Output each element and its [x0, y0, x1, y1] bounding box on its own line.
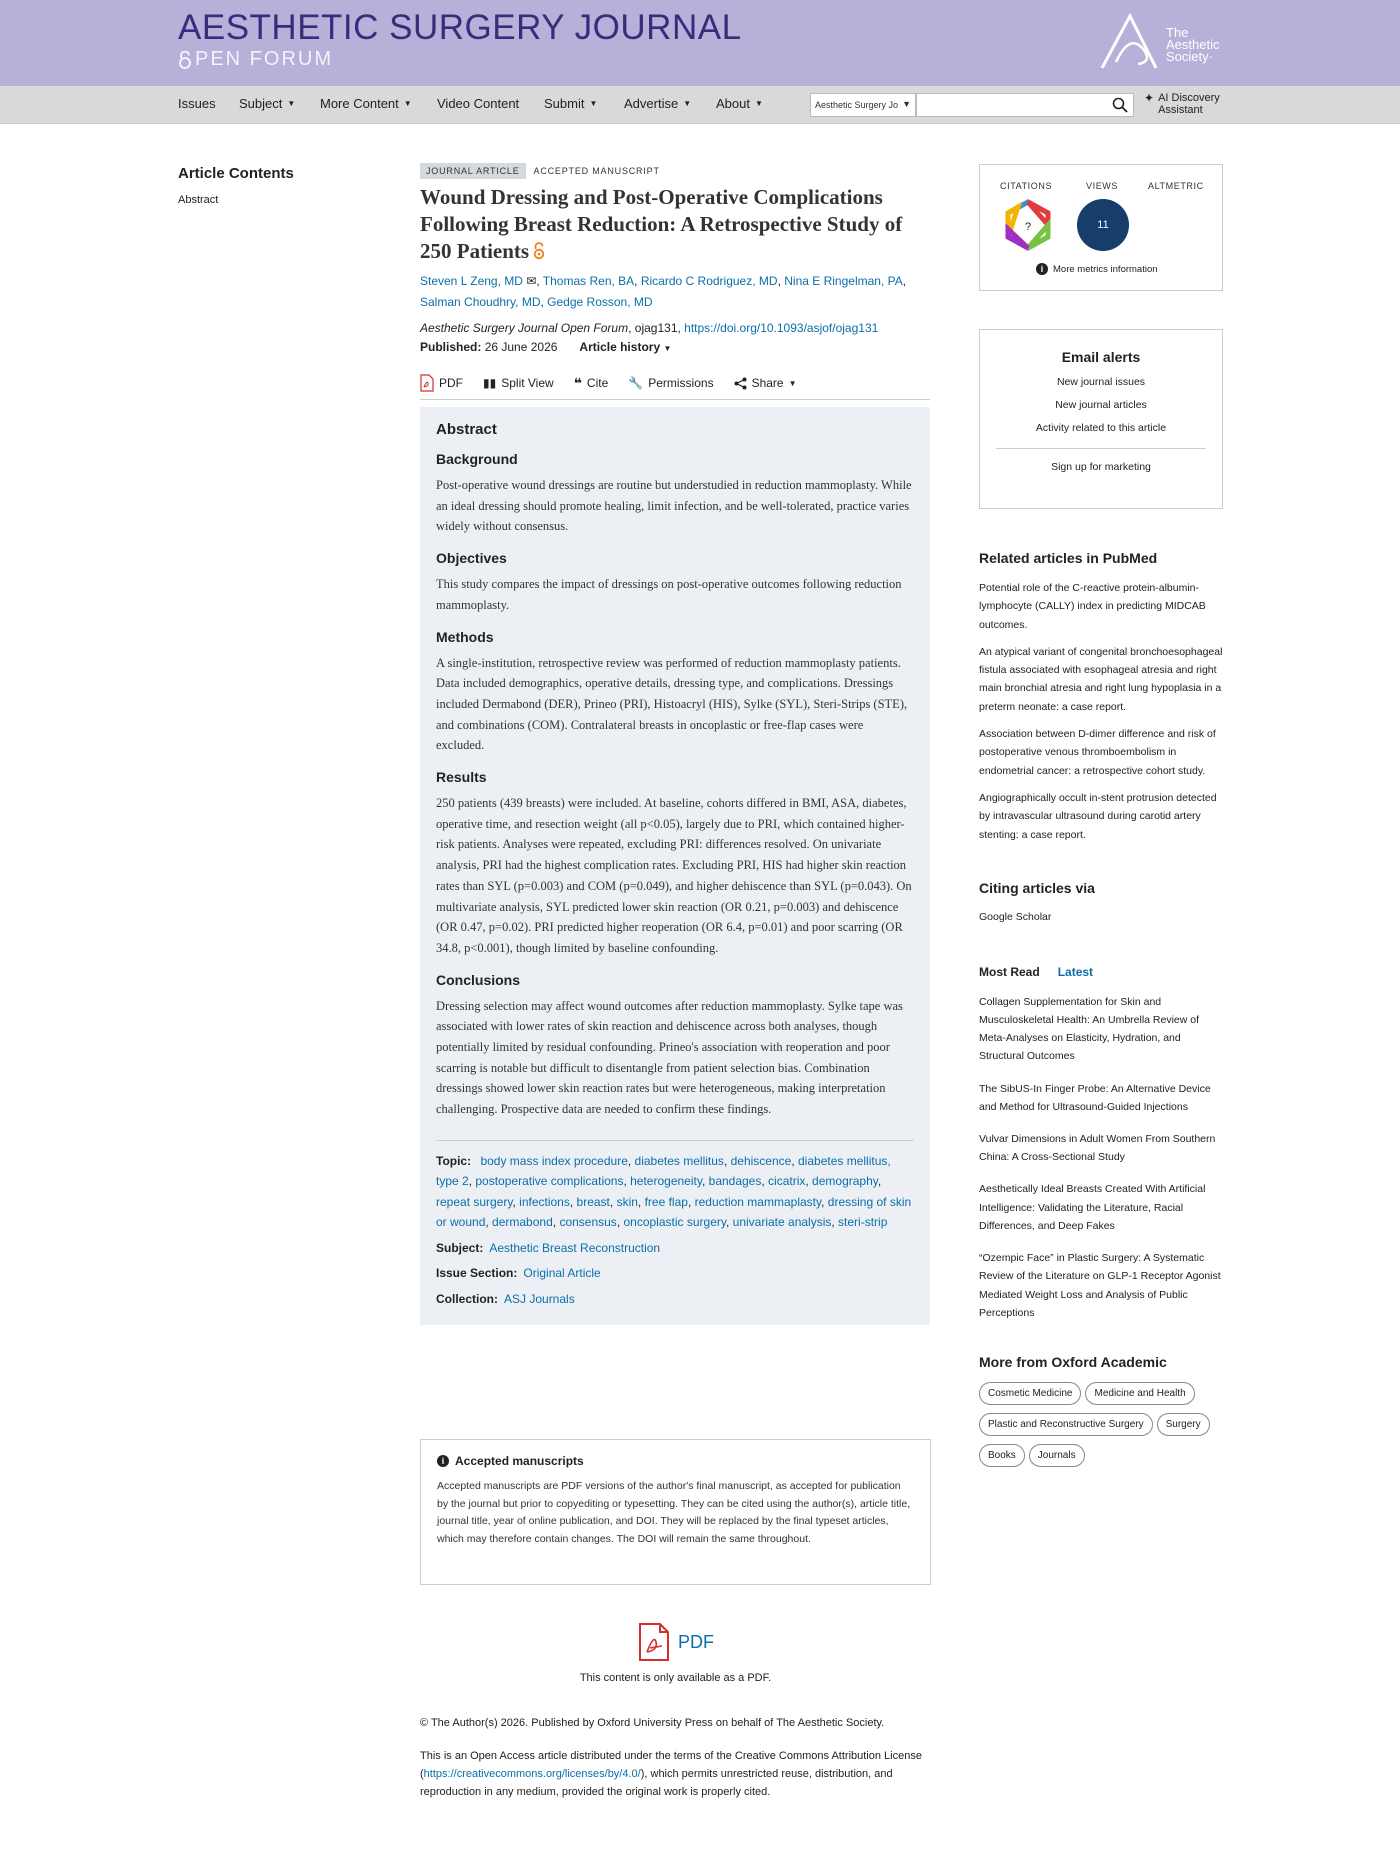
topic-link[interactable]: breast: [576, 1194, 610, 1209]
oxford-chips: [979, 1382, 1223, 1467]
abstract-subheading: Methods: [436, 628, 494, 645]
ai-label-line-1: AI Discovery: [1158, 92, 1220, 104]
chip-link[interactable]: Cosmetic Medicine: [979, 1382, 1081, 1405]
topic-link[interactable]: demography: [812, 1174, 878, 1189]
most-read-item[interactable]: The SibUS-In Finger Probe: An Alternative Device and Method for Ultrasound-Guided Injections: [979, 1082, 1211, 1113]
published-label: Published:: [420, 340, 482, 354]
metrics-widget: [979, 164, 1223, 291]
citations-label: CITATIONS: [1000, 181, 1053, 191]
abstract-section: [420, 407, 930, 1325]
cite-button[interactable]: [574, 375, 609, 392]
abstract-subheading: Objectives: [436, 550, 507, 567]
most-read-section: [979, 965, 1223, 1322]
published-date: 26 June 2026: [484, 340, 558, 354]
society-line-1: The: [1166, 25, 1189, 40]
most-read-item[interactable]: Collagen Supplementation for Skin and Musculoskeletal Health: An Umbrella Review of Meta-Analyses on Elasticity, Hydration, and Structural Outcomes: [979, 995, 1200, 1063]
license-text-after: ), which permits unrestricted reuse, distribution, and reproduction in any medium, provided the original work is properly cited.: [420, 1768, 893, 1798]
related-item[interactable]: An atypical variant of congenital bronchoesophageal fistula associated with esophageal atresia and right main bronchial atresia and right lung hypoplasia in a preterm neonate: a case report.: [979, 645, 1223, 713]
society-line-2: Aesthetic: [1166, 37, 1220, 52]
topic-link[interactable]: oncoplastic surgery: [623, 1215, 726, 1230]
chevron-down-icon: ▼: [902, 99, 911, 109]
alert-link[interactable]: Activity related to this article: [1035, 422, 1167, 434]
pdf-note: This content is only available as a PDF.: [579, 1672, 772, 1684]
nav-video-content[interactable]: [437, 96, 519, 111]
abstract-subheading: Results: [436, 769, 487, 786]
topic-link[interactable]: body mass index procedure: [480, 1153, 628, 1168]
right-sidebar: [979, 164, 1223, 1467]
share-label: Share: [751, 376, 784, 390]
info-icon: i: [437, 1455, 449, 1467]
nav-issues[interactable]: [178, 96, 216, 111]
cite-label: Cite: [586, 376, 609, 390]
pdf-download-label: PDF: [678, 1631, 714, 1652]
topic-link[interactable]: repeat surgery: [436, 1194, 513, 1209]
more-metrics-label: More metrics information: [1053, 263, 1158, 275]
chevron-down-icon: ▼: [754, 99, 763, 108]
alert-link[interactable]: New journal issues: [1056, 376, 1146, 388]
topic-link[interactable]: diabetes mellitus: [634, 1153, 724, 1168]
wrench-icon: 🔧: [628, 376, 644, 390]
chevron-down-icon: ▼: [663, 344, 672, 353]
subject-label: Subject:: [436, 1240, 484, 1255]
citation-line: [420, 321, 932, 335]
article-type-badge: JOURNAL ARTICLE: [420, 163, 526, 179]
split-view-label: Split View: [501, 376, 554, 390]
topic-link[interactable]: reduction mammaplasty: [694, 1194, 822, 1209]
topic-link[interactable]: univariate analysis: [732, 1215, 832, 1230]
author-link[interactable]: Steven L Zeng, MD: [420, 274, 523, 288]
abstract-heading: Abstract: [436, 421, 497, 438]
views-label: VIEWS: [1086, 181, 1119, 191]
society-name[interactable]: [1166, 27, 1219, 63]
topic-link[interactable]: heterogeneity: [630, 1174, 702, 1189]
topic-link[interactable]: bandages: [708, 1174, 762, 1189]
chip-link[interactable]: Plastic and Reconstructive Surgery: [979, 1413, 1153, 1436]
article-toolbar: [420, 374, 930, 400]
open-access-lock-icon: [178, 51, 192, 69]
quote-icon: ❝: [573, 374, 582, 391]
altmetric-label: ALTMETRIC: [1148, 181, 1204, 191]
site-header: [0, 0, 1400, 86]
topic-link[interactable]: consensus: [559, 1215, 617, 1230]
topic-link[interactable]: dermabond: [492, 1215, 553, 1230]
journal-reference: Aesthetic Surgery Journal Open Forum: [420, 321, 629, 335]
accepted-heading-text: Accepted manuscripts: [455, 1454, 584, 1468]
related-list: [979, 579, 1223, 844]
search-input[interactable]: [916, 93, 1134, 117]
accepted-text: Accepted manuscripts are PDF versions of the author's final manuscript, as accepted for publication by the journal but prior to copyediting or typesetting. They can be cited using the author(s), article title, journal title, year of online publication, and DOI. They will be replaced by the final typeset articles, which may therefore contain changes. The DOI will remain the same throughout.: [437, 1480, 911, 1545]
share-icon: [734, 377, 747, 390]
pdf-button[interactable]: [420, 374, 463, 392]
chevron-down-icon: ▼: [403, 99, 412, 108]
license-link[interactable]: https://creativecommons.org/licenses/by/4.0/: [423, 1768, 641, 1780]
related-item[interactable]: Potential role of the C-reactive protein-albumin-lymphocyte (CALLY) index in predicting MIDCAB outcomes.: [979, 582, 1206, 631]
society-line-3: Society·: [1166, 49, 1213, 64]
subject-row: [436, 1238, 914, 1259]
nav-subject-label: Subject: [239, 96, 283, 111]
most-read-list: [979, 993, 1223, 1322]
article-id: , ojag131,: [628, 321, 685, 335]
alerts-divider: [996, 448, 1206, 449]
nav-video-content-label: Video Content: [437, 96, 520, 111]
tab-most-read[interactable]: Most Read: [979, 964, 1040, 979]
envelope-icon[interactable]: ✉: [526, 274, 537, 288]
most-read-tabs: [979, 965, 1223, 979]
share-button[interactable]: [734, 376, 797, 390]
abstract-subheading: Background: [436, 451, 518, 467]
license-notice: [420, 1747, 931, 1801]
author-link[interactable]: Ricardo C Rodriguez, MD: [640, 274, 778, 288]
nav-submit[interactable]: [544, 96, 597, 111]
permissions-label: Permissions: [648, 376, 714, 390]
nav-more-content-label: More Content: [320, 96, 399, 111]
toc-heading: Article Contents: [178, 165, 294, 182]
citations-value: ?: [1024, 221, 1032, 233]
publication-line: [420, 340, 932, 354]
more-metrics-link[interactable]: [1036, 263, 1158, 275]
open-access-icon: [533, 242, 545, 260]
nav-issues-label: Issues: [178, 96, 216, 111]
chevron-down-icon: ▼: [788, 378, 797, 388]
ai-label-line-2: Assistant: [1158, 104, 1203, 116]
search-scope-value: Aesthetic Surgery Jo: [815, 100, 899, 110]
author-link[interactable]: Salman Choudhry, MD: [420, 295, 541, 309]
collection-link[interactable]: ASJ Journals: [504, 1291, 575, 1306]
copyright-notice: © The Author(s) 2026. Published by Oxford University Press on behalf of The Aesthetic Society.: [420, 1717, 885, 1729]
most-read-item[interactable]: Aesthetically Ideal Breasts Created With Artificial Intelligence: Validating the Literature, Racial Differences, and Deep Fakes: [979, 1183, 1206, 1232]
journal-title[interactable]: AESTHETIC SURGERY JOURNAL: [178, 8, 742, 47]
sparkle-icon: ✦: [1144, 91, 1155, 105]
email-alerts-box: [979, 329, 1223, 509]
chip-link[interactable]: Journals: [1029, 1444, 1085, 1467]
topic-link[interactable]: diabetes mellitus, type 2: [436, 1153, 891, 1189]
nav-submit-label: Submit: [544, 96, 585, 111]
info-icon: i: [1036, 263, 1048, 275]
collection-label: Collection:: [436, 1291, 498, 1306]
email-alerts-heading: Email alerts: [1061, 349, 1141, 365]
chevron-down-icon: ▼: [683, 99, 692, 108]
collection-row: [436, 1289, 914, 1310]
ai-discovery-button[interactable]: [1144, 92, 1220, 116]
dimensions-icon: [1000, 199, 1056, 251]
doi-link[interactable]: https://doi.org/10.1093/asjof/ojag131: [684, 321, 879, 335]
issue-section-label: Issue Section:: [436, 1266, 518, 1281]
topic-list: Topic: body mass index procedure, diabetes mellitus, dehiscence, diabetes mellitus, type 2, postoperative complications, heterogeneity, bandages, cicatrix, demography, repeat surgery, infections, breast, skin, free flap, reduction mammaplasty, dressing of skin or wound, dermabond, consensus, oncoplastic surgery, univariate analysis, steri-strip: [436, 1153, 912, 1230]
search-scope-select[interactable]: [810, 93, 916, 117]
journal-subtitle-text: PEN FORUM: [195, 48, 333, 70]
nav-subject[interactable]: [239, 96, 295, 111]
abstract-divider: [436, 1140, 914, 1141]
nav-about-label: About: [716, 96, 750, 111]
author-link[interactable]: Gedge Rosson, MD: [547, 295, 653, 309]
topic-label: Topic:: [436, 1153, 472, 1168]
related-item[interactable]: Angiographically occult in-stent protrusion detected by intravascular ultrasound during carotid artery stenting: a case report.: [979, 791, 1217, 841]
toc-link-abstract[interactable]: Abstract: [178, 194, 219, 206]
citing-articles: [979, 880, 1223, 923]
related-heading: Related articles in PubMed: [979, 550, 1158, 566]
journal-subtitle[interactable]: [178, 48, 333, 71]
views-count[interactable]: 11: [1077, 199, 1129, 251]
nav-about[interactable]: [716, 96, 763, 111]
subject-link[interactable]: Aesthetic Breast Reconstruction: [489, 1240, 661, 1255]
abstract-paragraph: Post-operative wound dressings are routine but understudied in reduction mammoplasty. While an ideal dressing should promote healing, limit infection, and be well-tolerated, practice varies widely without consensus.: [436, 478, 912, 534]
chevron-down-icon: ▼: [287, 99, 296, 108]
author-link[interactable]: Thomas Ren, BA: [542, 274, 635, 288]
related-item[interactable]: Association between D-dimer difference and risk of postoperative venous thromboembolism in endometrial cancer: a retrospective cohort study.: [979, 728, 1216, 777]
article-contents: [178, 165, 294, 206]
abstract-subheading: Conclusions: [436, 971, 521, 988]
tab-latest[interactable]: Latest: [1057, 964, 1094, 979]
topic-link[interactable]: cicatrix: [768, 1174, 806, 1189]
split-view-icon: ▮▮: [483, 376, 497, 390]
pdf-button-label: PDF: [439, 376, 463, 390]
most-read-item[interactable]: Vulvar Dimensions in Adult Women From Southern China: A Cross-Sectional Study: [979, 1133, 1216, 1164]
chip-link[interactable]: Surgery: [1157, 1413, 1210, 1436]
issue-section-row: [436, 1263, 914, 1284]
nav-advertise-label: Advertise: [624, 96, 679, 111]
topic-link[interactable]: steri-strip: [838, 1215, 888, 1230]
article-history-toggle[interactable]: [579, 340, 671, 354]
oxford-academic-section: [979, 1354, 1223, 1467]
topic-link[interactable]: infections: [519, 1194, 570, 1209]
author-link[interactable]: Nina E Ringelman, PA: [784, 274, 903, 288]
nav-more-content[interactable]: [320, 96, 412, 111]
search-icon[interactable]: [1112, 97, 1128, 113]
marketing-signup-link[interactable]: Sign up for marketing: [1051, 461, 1151, 473]
article-main: [420, 163, 932, 1325]
abstract-paragraph: 250 patients (439 breasts) were included. At baseline, cohorts differed in BMI, ASA, diabetes, operative time, and resection weight (all p<0.05), largely due to PRI, which contained higher-risk patients. Analyses were repeated, excluding PRI: differences resolved. On univariate analysis, PRI had the highest complication rates. Excluding PRI, HIS had higher skin reaction rates than SYL (p=0.003) and COM (p=0.049), and higher dehiscence than SYL (p=0.043). On multivariate analysis, SYL predicted lower skin reaction (OR 0.21, p=0.003) and dehiscence (OR 0.47, p=0.02). PRI predicted higher reoperation (OR 6.4, p=0.01) and poor scarring (OR 34.8, p<0.001), though limited by baseline confounding.: [436, 796, 912, 955]
author-list: Steven L Zeng, MD ✉, Thomas Ren, BA, Ricardo C Rodriguez, MD, Nina E Ringelman, PA, Salman Choudhry, MD, Gedge Rosson, MD: [420, 274, 907, 309]
abstract-paragraph: A single-institution, retrospective review was performed of reduction mammoplasty patients. Data included demographics, operative details, dressing type, and complications. Dressings included Dermabond (DER), Prineo (PRI), Histoacryl (HIS), Sylke (SYL), Steri-Strips (STE), and combinations (COM). Contralateral breasts in oncoplastic or free-flap cases were excluded.: [436, 655, 908, 753]
accepted-heading: [437, 1454, 914, 1468]
chevron-down-icon: ▼: [589, 99, 598, 108]
chip-link[interactable]: Medicine and Health: [1085, 1382, 1194, 1405]
pdf-icon: [420, 374, 434, 392]
topic-link[interactable]: skin: [616, 1194, 638, 1209]
topic-link[interactable]: dehiscence: [730, 1153, 792, 1168]
topic-link[interactable]: free flap: [644, 1194, 688, 1209]
most-read-item[interactable]: “Ozempic Face” in Plastic Surgery: A Systematic Review of the Literature on GLP-1 Receptor Agonist Mediated Weight Loss and Analysis of Public Perceptions: [979, 1252, 1221, 1319]
split-view-button[interactable]: [483, 376, 554, 390]
article-badges: [420, 163, 932, 179]
abstract-paragraph: This study compares the impact of dressings on post-operative outcomes following reduction mammoplasty.: [436, 577, 902, 612]
pdf-download-link[interactable]: [638, 1622, 714, 1662]
permissions-button[interactable]: [628, 376, 713, 390]
pdf-file-icon: [638, 1622, 670, 1662]
related-articles: [979, 550, 1223, 844]
topic-link[interactable]: dressing of skin or wound: [436, 1194, 912, 1230]
alert-link[interactable]: New journal articles: [1055, 399, 1147, 411]
nav-advertise[interactable]: [624, 96, 691, 111]
google-scholar-link[interactable]: Google Scholar: [979, 910, 1052, 923]
abstract-paragraph: Dressing selection may affect wound outcomes after reduction mammoplasty. Sylke tape was associated with lower rates of skin reaction and dehiscence across both analyses, though potentially limited by residual confounding. Prineo's association with reoperation and poor scarring is notable but difficult to disentangle from patient selection bias. Combination dressings showed lower skin reaction rates but were heterogeneous, making interpretation challenging. Prospective data are needed to confirm these findings.: [436, 998, 903, 1117]
license-text-before: This is an Open Access article distributed under the terms of the Creative Commons Attribution License (: [420, 1750, 922, 1780]
article-history-label: Article history: [579, 340, 661, 354]
accepted-manuscripts-box: [420, 1439, 931, 1585]
manuscript-status-badge: ACCEPTED MANUSCRIPT: [533, 166, 660, 176]
topic-link[interactable]: postoperative complications: [475, 1174, 624, 1189]
citing-heading: Citing articles via: [979, 879, 1095, 896]
oxford-heading: More from Oxford Academic: [979, 1353, 1167, 1370]
article-title-text: Wound Dressing and Post-Operative Complications Following Breast Reduction: A Retrospective Study of 250 Patients: [420, 185, 903, 263]
chip-link[interactable]: Books: [979, 1444, 1025, 1467]
article-title: [420, 184, 932, 265]
issue-section-link[interactable]: Original Article: [523, 1266, 601, 1281]
dimensions-badge[interactable]: [1000, 199, 1056, 251]
